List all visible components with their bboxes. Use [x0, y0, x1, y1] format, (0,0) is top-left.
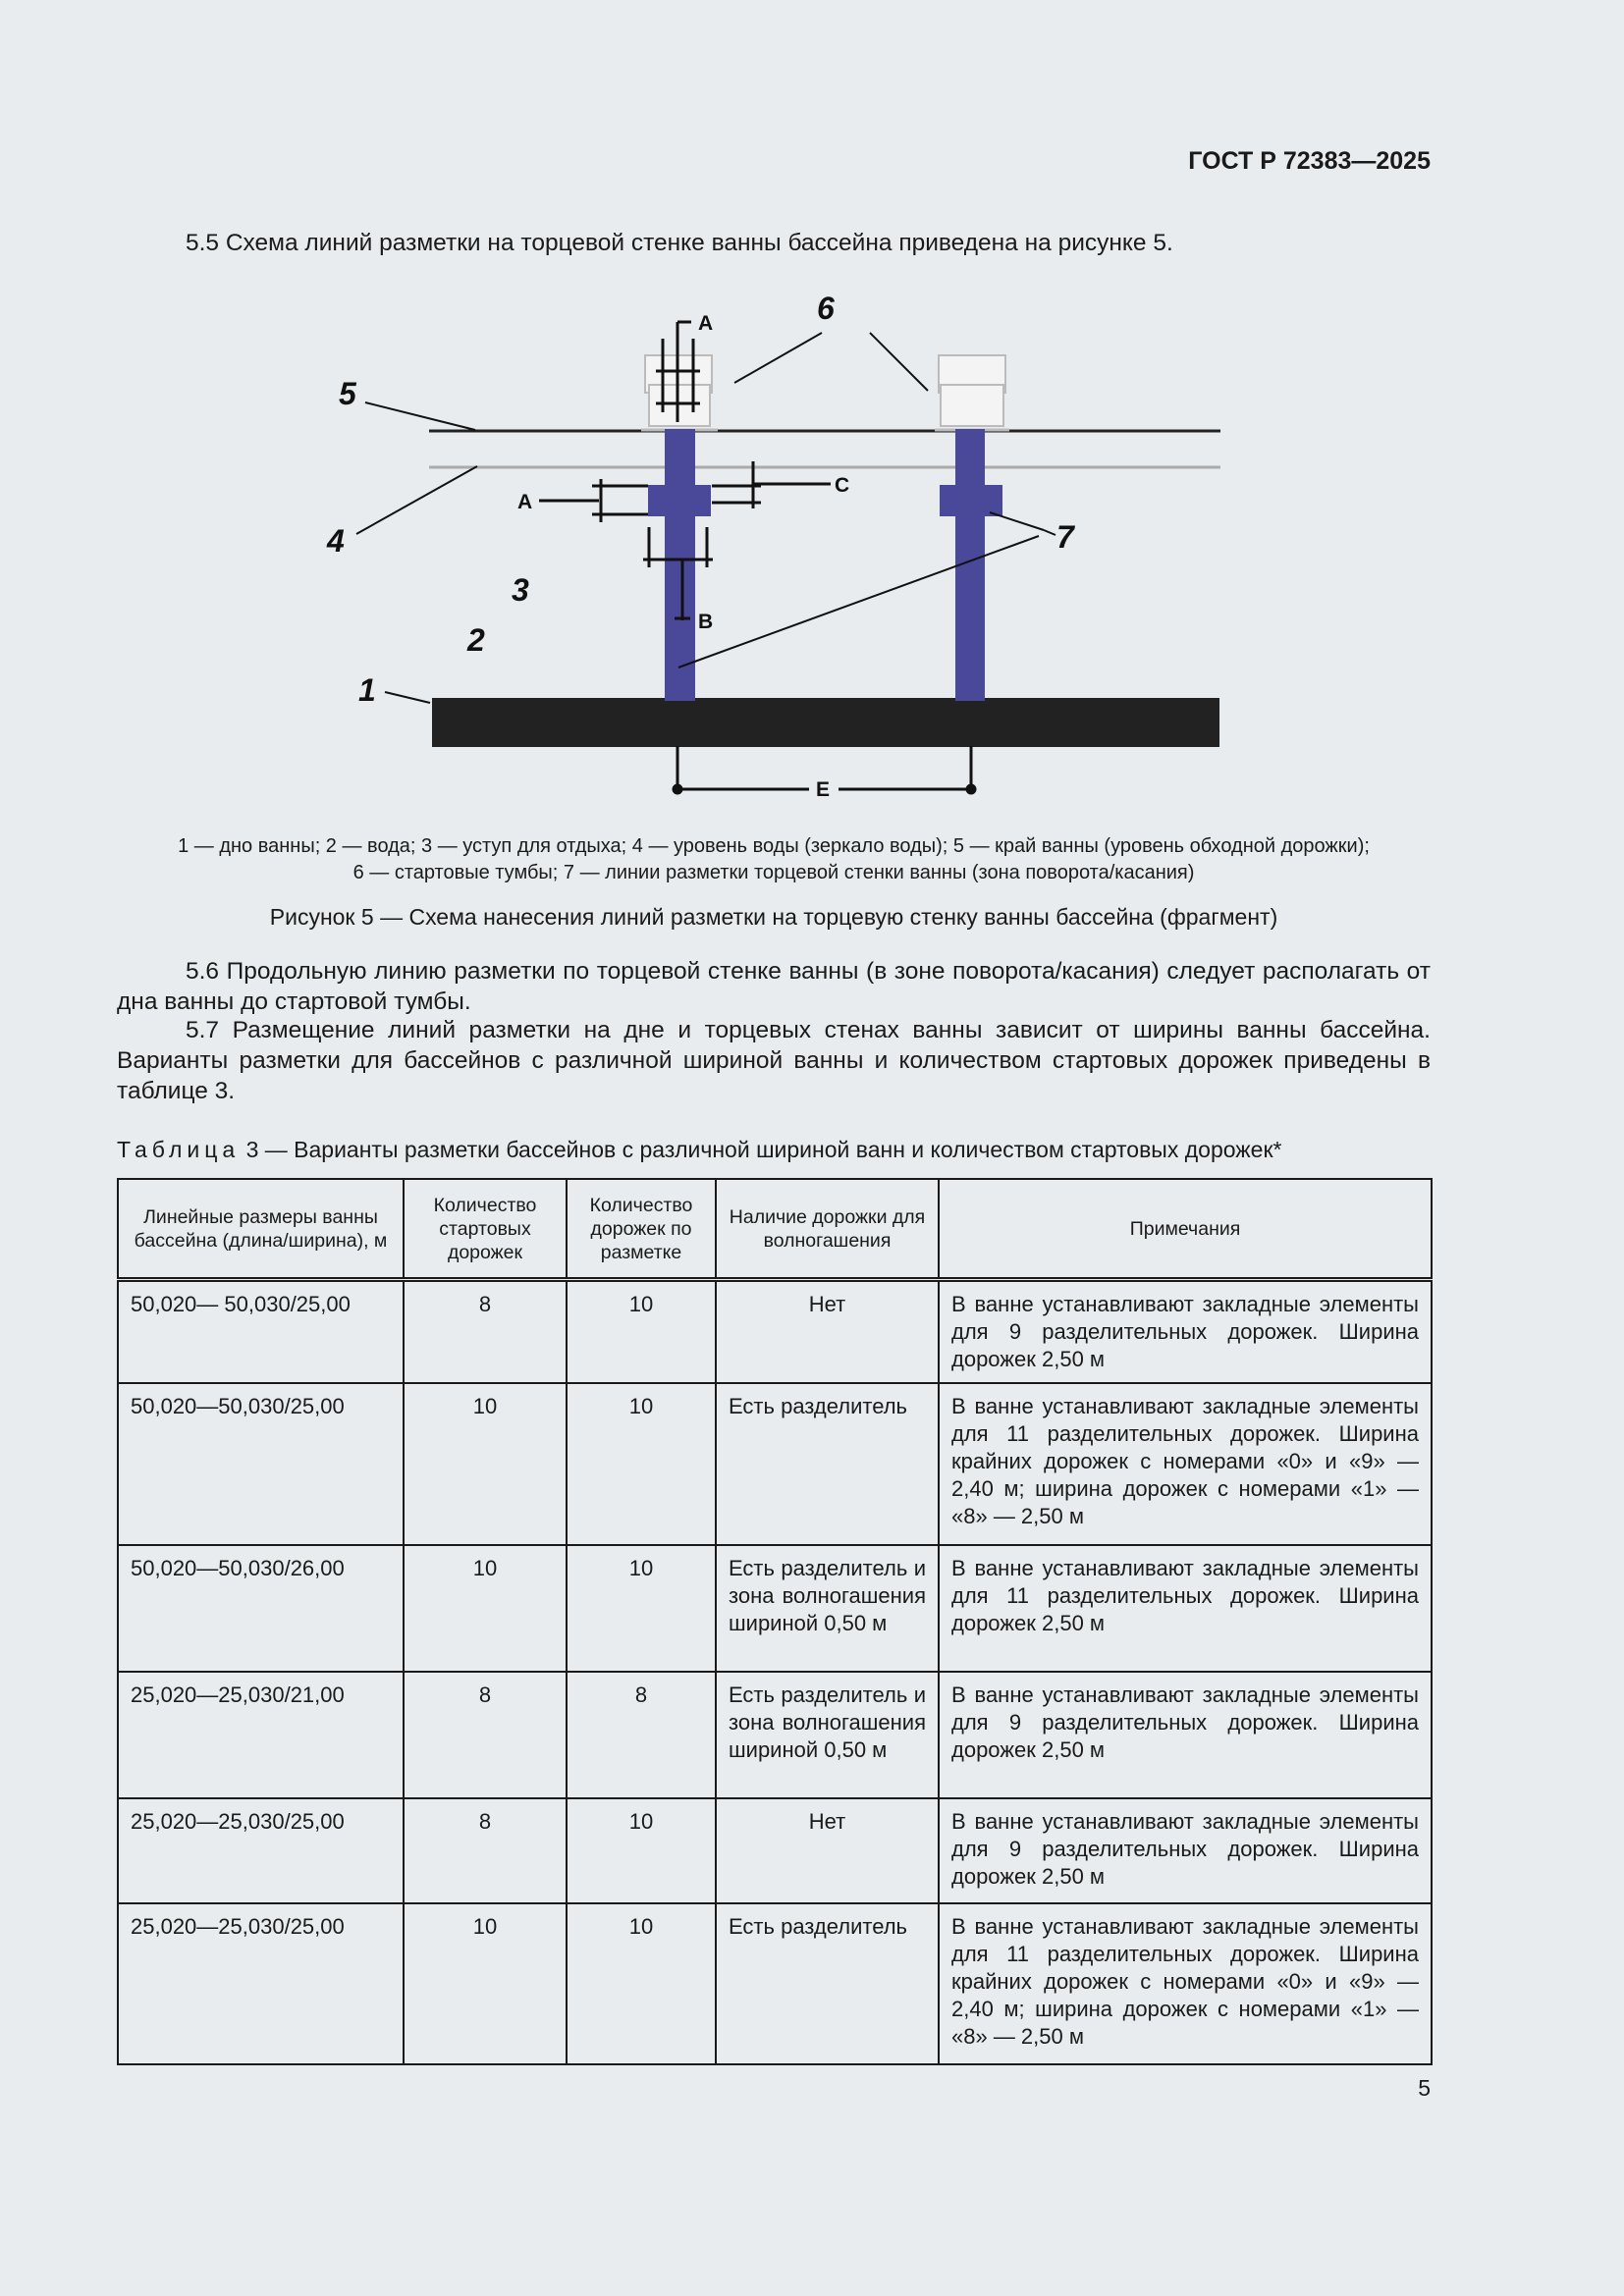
table-row — [118, 1903, 1432, 2064]
header-dimensions: Линейные размеры ванны бассейна (длина/ширина), м — [118, 1179, 404, 1280]
cell-dimensions: 50,020—50,030/26,00 — [118, 1545, 404, 1672]
table-title — [117, 1137, 1431, 1163]
table-row — [118, 1672, 1432, 1798]
figure-legend-line-1: 1 — дно ванны; 2 — вода; 3 — уступ для отдыха; 4 — уровень воды (зеркало воды); 5 — край ванны (уровень обходной дорожки); — [178, 835, 1370, 857]
cell-marked-lanes: 8 — [567, 1672, 716, 1798]
label-3: 3 — [512, 572, 529, 608]
page-number: 5 — [1418, 2075, 1431, 2101]
cell-notes: В ванне устанавливают закладные элементы для 9 разделительных дорожек. Ширина дорожек 2,50 м — [939, 1280, 1432, 1383]
pool-wall-diagram — [314, 285, 1257, 815]
dimension-a-left — [539, 479, 648, 522]
cell-wave-lane: Есть разделитель — [716, 1383, 939, 1545]
cell-start-lanes: 10 — [404, 1383, 567, 1545]
cell-wave-lane: Есть разделитель и зона волногашения шириной 0,50 м — [716, 1545, 939, 1672]
label-b: B — [698, 611, 714, 633]
label-a-left: A — [517, 491, 533, 513]
dimension-a-top — [656, 322, 700, 422]
cell-wave-lane: Нет — [716, 1280, 939, 1383]
figure-caption: Рисунок 5 — Схема нанесения линий разметки на торцевую стенку ванны бассейна (фрагмент) — [269, 904, 1278, 930]
cell-marked-lanes: 10 — [567, 1903, 716, 2064]
cell-dimensions: 25,020—25,030/21,00 — [118, 1672, 404, 1798]
cell-start-lanes: 8 — [404, 1280, 567, 1383]
cell-start-lanes: 10 — [404, 1903, 567, 2064]
table-row — [118, 1545, 1432, 1672]
figure-legend — [117, 833, 1431, 886]
paragraph-5-7: 5.7 Размещение линий разметки на дне и торцевых стенах ванны зависит от ширины ванны бассейна. Варианты разметки для бассейнов с различной шириной ванны и количеством стартовых дорожек приведены в таблице 3. — [117, 1017, 1431, 1104]
label-1: 1 — [358, 672, 376, 708]
cell-start-lanes: 10 — [404, 1545, 567, 1672]
label-7: 7 — [1056, 519, 1074, 555]
marking-line-right — [940, 429, 1002, 701]
cell-wave-lane: Есть разделитель — [716, 1903, 939, 2064]
table-header-row — [118, 1179, 1432, 1280]
cell-dimensions: 25,020—25,030/25,00 — [118, 1903, 404, 2064]
pool-bottom — [432, 698, 1219, 747]
cell-marked-lanes: 10 — [567, 1280, 716, 1383]
markings-table — [117, 1178, 1433, 2065]
starting-block-left — [641, 355, 718, 430]
label-e: E — [816, 778, 831, 801]
cell-start-lanes: 8 — [404, 1672, 567, 1798]
cell-dimensions: 50,020— 50,030/25,00 — [118, 1280, 404, 1383]
cell-dimensions: 25,020—25,030/25,00 — [118, 1798, 404, 1903]
cell-marked-lanes: 10 — [567, 1798, 716, 1903]
label-a-top: A — [698, 312, 714, 335]
cell-marked-lanes: 10 — [567, 1545, 716, 1672]
cell-notes: В ванне устанавливают закладные элементы для 9 разделительных дорожек. Ширина дорожек 2,50 м — [939, 1672, 1432, 1798]
label-6: 6 — [817, 291, 835, 326]
paragraph-5-5: 5.5 Схема линий разметки на торцевой стенке ванны бассейна приведена на рисунке 5. — [186, 230, 1173, 256]
figure-5 — [314, 285, 1257, 815]
cell-wave-lane: Есть разделитель и зона волногашения шириной 0,50 м — [716, 1672, 939, 1798]
header-marked-lanes: Количество дорожек по разметке — [567, 1179, 716, 1280]
starting-block-right — [935, 355, 1009, 430]
paragraph-5-6: 5.6 Продольную линию разметки по торцевой стенке ванны (в зоне поворота/касания) следует располагать от дна ванны до стартовой тумбы. — [117, 958, 1431, 1015]
table-row — [118, 1798, 1432, 1903]
table-row — [118, 1280, 1432, 1383]
label-c: C — [835, 474, 850, 497]
table-row — [118, 1383, 1432, 1545]
header-notes: Примечания — [939, 1179, 1432, 1280]
label-4: 4 — [327, 523, 345, 559]
label-5: 5 — [339, 376, 356, 411]
header-start-lanes: Количество стартовых дорожек — [404, 1179, 567, 1280]
figure-legend-line-2: 6 — стартовые тумбы; 7 — линии разметки торцевой стенки ванны (зона поворота/касания) — [352, 862, 1195, 883]
cell-start-lanes: 8 — [404, 1798, 567, 1903]
label-2: 2 — [467, 622, 485, 658]
cell-dimensions: 50,020—50,030/25,00 — [118, 1383, 404, 1545]
cell-notes: В ванне устанавливают закладные элементы для 11 разделительных дорожек. Ширина крайних дорожек с номерами «0» и «9» — 2,40 м; ширина дорожек с номерами «1» — «8» — 2,50 м — [939, 1383, 1432, 1545]
table-title-prefix: Таблица — [117, 1137, 241, 1162]
header-wave-lane: Наличие дорожки для волногашения — [716, 1179, 939, 1280]
cell-notes: В ванне устанавливают закладные элементы для 11 разделительных дорожек. Ширина дорожек 2,50 м — [939, 1545, 1432, 1672]
table-title-text: 3 — Варианты разметки бассейнов с различной шириной ванн и количеством стартовых дорожек* — [245, 1137, 1282, 1162]
cell-wave-lane: Нет — [716, 1798, 939, 1903]
document-code: ГОСТ Р 72383—2025 — [1188, 147, 1431, 175]
cell-notes: В ванне устанавливают закладные элементы для 9 разделительных дорожек. Ширина дорожек 2,50 м — [939, 1798, 1432, 1903]
cell-marked-lanes: 10 — [567, 1383, 716, 1545]
cell-notes: В ванне устанавливают закладные элементы для 11 разделительных дорожек. Ширина крайних дорожек с номерами «0» и «9» — 2,40 м; ширина дорожек с номерами «1» — «8» — 2,50 м — [939, 1903, 1432, 2064]
